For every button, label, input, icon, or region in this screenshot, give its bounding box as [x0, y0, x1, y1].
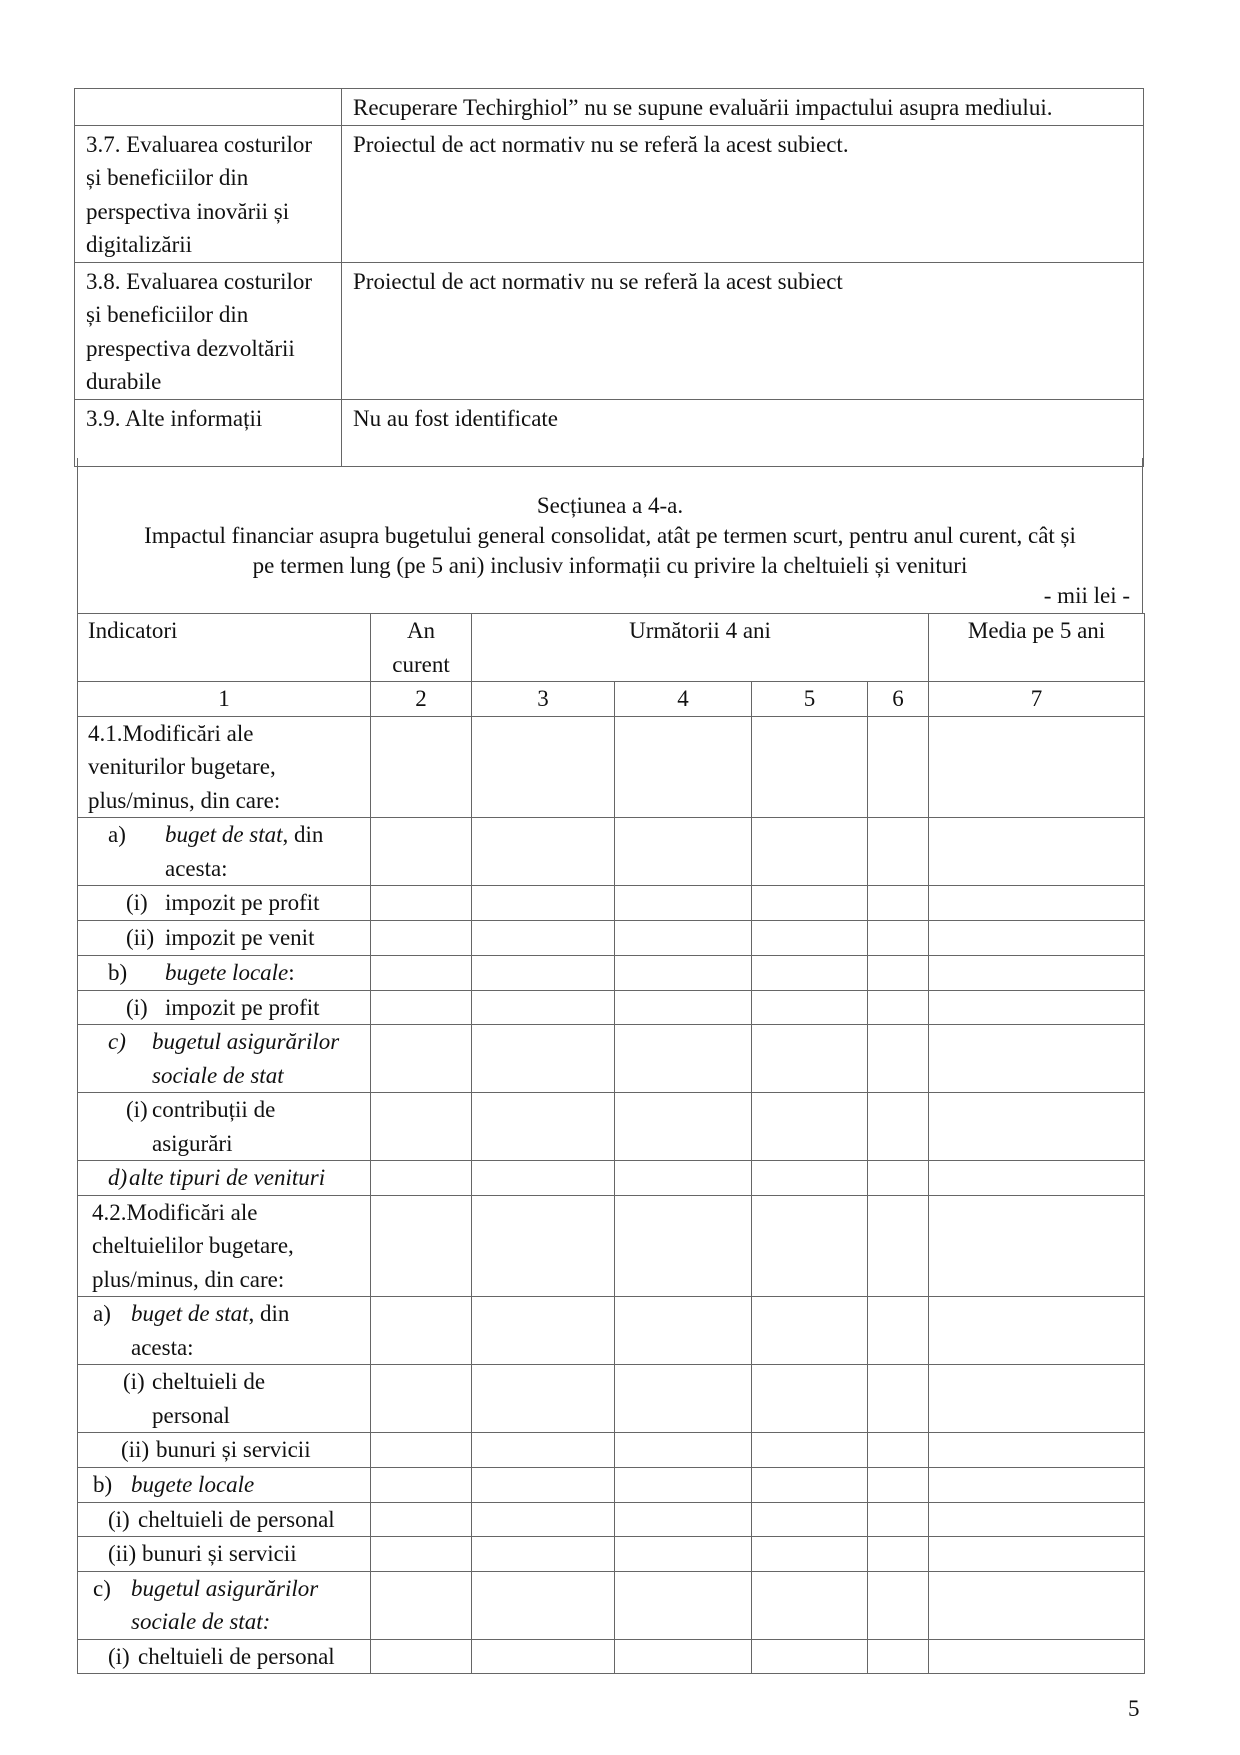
- value-cell: [752, 1502, 868, 1537]
- value-cell: [472, 1639, 615, 1674]
- value-cell: [371, 920, 472, 955]
- value-cell: [752, 1639, 868, 1674]
- value-cell: [868, 886, 929, 921]
- value-cell: [371, 1297, 472, 1365]
- unit-label: - mii lei -: [1043, 583, 1130, 608]
- value-cell: [371, 1537, 472, 1572]
- table-row: [78, 716, 1145, 818]
- table-row: [75, 262, 1144, 399]
- row-label: 3.8. Evaluarea costurilor și beneficiilor din prespectiva dezvoltării durabile: [75, 262, 342, 399]
- indicator-cell: [78, 716, 371, 818]
- indicator-text: impozit pe venit: [165, 924, 315, 950]
- indicator-cell: [78, 886, 371, 921]
- indicator-label: [78, 1468, 370, 1502]
- indicator-label: [78, 1025, 370, 1092]
- value-cell: [615, 955, 752, 990]
- value-cell: [929, 920, 1145, 955]
- value-cell: [752, 1093, 868, 1161]
- table-row: [78, 886, 1145, 921]
- value-cell: [752, 886, 868, 921]
- value-cell: [929, 1365, 1145, 1433]
- section-4-heading: [77, 458, 1143, 613]
- indicator-label: [78, 818, 370, 885]
- indicator-marker: (ii): [108, 1541, 137, 1566]
- indicator-cell: [78, 1502, 371, 1537]
- section-subtitle-line1: Impactul financiar asupra bugetului general consolidat, atât pe termen scurt, pentru anul curent, cât și: [144, 523, 1076, 548]
- value-cell: [752, 1297, 868, 1365]
- value-cell: [371, 1433, 472, 1468]
- value-cell: [615, 1537, 752, 1572]
- indicator-marker: a): [93, 1301, 111, 1326]
- value-cell: [752, 1365, 868, 1433]
- value-cell: [868, 1537, 929, 1572]
- indicator-label: [78, 717, 370, 818]
- value-cell: [472, 1195, 615, 1297]
- value-cell: [929, 1639, 1145, 1674]
- indicator-text-italic: buget de stat: [165, 822, 283, 847]
- value-cell: [472, 818, 615, 886]
- value-cell: [929, 1467, 1145, 1502]
- value-cell: [752, 818, 868, 886]
- row-value: Proiectul de act normativ nu se referă la acest subiect: [342, 262, 1144, 399]
- value-cell: [868, 920, 929, 955]
- indicator-marker: (i): [126, 890, 148, 915]
- value-cell: [868, 1433, 929, 1468]
- value-cell: [472, 920, 615, 955]
- table-row: [78, 1639, 1145, 1674]
- indicator-marker: b): [108, 959, 128, 985]
- table-row: [78, 1571, 1145, 1639]
- value-cell: [868, 1467, 929, 1502]
- indicator-label: [78, 1640, 370, 1674]
- indicator-cell: [78, 1537, 371, 1572]
- value-cell: [371, 1025, 472, 1093]
- indicator-label: [78, 1503, 370, 1537]
- value-cell: [615, 1433, 752, 1468]
- table-row: [78, 1297, 1145, 1365]
- indicator-label: [78, 956, 370, 990]
- table-row: [78, 955, 1145, 990]
- header-next-years: Următorii 4 ani: [472, 614, 929, 682]
- evaluation-table: [74, 88, 1144, 467]
- value-cell: [371, 818, 472, 886]
- value-cell: [929, 1297, 1145, 1365]
- indicator-cell: [78, 955, 371, 990]
- value-cell: [868, 955, 929, 990]
- header-average: Media pe 5 ani: [929, 614, 1145, 682]
- value-cell: [929, 1537, 1145, 1572]
- table-row: [78, 818, 1145, 886]
- indicator-text-italic: bugete locale: [131, 1471, 255, 1497]
- value-cell: [472, 1297, 615, 1365]
- row-label: 3.7. Evaluarea costurilor și beneficiilor din perspectiva inovării și digitalizării: [75, 125, 342, 262]
- indicator-marker: b): [93, 1471, 113, 1497]
- indicator-cell: [78, 1161, 371, 1196]
- value-cell: [868, 990, 929, 1025]
- indicator-label: [78, 921, 370, 955]
- value-cell: [615, 818, 752, 886]
- indicator-cell: [78, 1093, 371, 1161]
- value-cell: [472, 990, 615, 1025]
- value-cell: [615, 716, 752, 818]
- value-cell: [371, 1195, 472, 1297]
- value-cell: [752, 1195, 868, 1297]
- column-number: 1: [78, 682, 371, 717]
- column-number: 6: [868, 682, 929, 717]
- value-cell: [929, 1433, 1145, 1468]
- value-cell: [752, 1467, 868, 1502]
- indicator-text: :: [288, 959, 295, 985]
- value-cell: [472, 1537, 615, 1572]
- indicator-text-italic: alte tipuri de venituri: [129, 1165, 326, 1190]
- indicator-cell: [78, 1297, 371, 1365]
- indicator-label: [78, 886, 370, 920]
- table-row: [78, 1365, 1145, 1433]
- indicator-text: cheltuieli de personal: [152, 1369, 266, 1428]
- value-cell: [615, 1025, 752, 1093]
- section-subtitle-line2: pe termen lung (pe 5 ani) inclusiv informații cu privire la cheltuieli și venituri: [252, 553, 968, 578]
- value-cell: [752, 716, 868, 818]
- indicator-text: bunuri și servicii: [142, 1541, 297, 1566]
- value-cell: [615, 990, 752, 1025]
- continuation-text: Recuperare Techirghiol” nu se supune evaluării impactului asupra mediului.: [342, 89, 1144, 126]
- indicator-text-italic: buget de stat: [131, 1301, 249, 1326]
- value-cell: [868, 1365, 929, 1433]
- value-cell: [752, 1433, 868, 1468]
- value-cell: [929, 1025, 1145, 1093]
- header-indicators: Indicatori: [78, 614, 371, 682]
- indicator-marker: (ii): [121, 1437, 150, 1462]
- indicator-label: [78, 1572, 370, 1639]
- section-title: Secțiunea a 4-a.: [536, 493, 684, 518]
- indicator-text-italic: bugete locale: [165, 959, 289, 985]
- page-number: 5: [1128, 1696, 1140, 1721]
- value-cell: [868, 716, 929, 818]
- column-number: 4: [615, 682, 752, 717]
- value-cell: [371, 1093, 472, 1161]
- indicator-cell: [78, 1025, 371, 1093]
- value-cell: [868, 1639, 929, 1674]
- value-cell: [929, 990, 1145, 1025]
- value-cell: [868, 1571, 929, 1639]
- value-cell: [371, 1639, 472, 1674]
- indicator-label: [78, 1297, 370, 1364]
- table-row: [78, 1467, 1145, 1502]
- value-cell: [472, 1502, 615, 1537]
- indicator-marker: (i): [108, 1643, 130, 1669]
- value-cell: [615, 886, 752, 921]
- indicator-cell: [78, 1433, 371, 1468]
- value-cell: [472, 1433, 615, 1468]
- value-cell: [929, 1502, 1145, 1537]
- table-row: [75, 125, 1144, 262]
- indicator-text: , din acesta:: [131, 1301, 290, 1360]
- indicator-text: contribuții de asigurări: [152, 1097, 276, 1156]
- indicator-label: [78, 1537, 370, 1571]
- value-cell: [615, 1571, 752, 1639]
- value-cell: [752, 955, 868, 990]
- row-label: 3.9. Alte informații: [75, 399, 342, 466]
- row-value: Proiectul de act normativ nu se referă la acest subiect.: [342, 125, 1144, 262]
- value-cell: [615, 1639, 752, 1674]
- indicator-cell: [78, 1195, 371, 1297]
- value-cell: [371, 990, 472, 1025]
- value-cell: [929, 1571, 1145, 1639]
- value-cell: [472, 1365, 615, 1433]
- indicator-text: 4.2.Modificări ale cheltuielilor bugetare, plus/minus, din care:: [92, 1199, 294, 1292]
- header-current-year: An curent: [371, 614, 472, 682]
- indicator-marker: (i): [123, 1369, 145, 1394]
- table-row: [78, 1025, 1145, 1093]
- column-number: 7: [929, 682, 1145, 717]
- value-cell: [929, 818, 1145, 886]
- indicator-text-italic: bugetul asigurărilor sociale de stat: [152, 1029, 340, 1088]
- value-cell: [472, 716, 615, 818]
- column-number: 3: [472, 682, 615, 717]
- indicator-text: impozit pe profit: [165, 994, 320, 1020]
- indicator-text: impozit pe profit: [165, 890, 320, 915]
- indicator-text: cheltuieli de personal: [138, 1643, 335, 1669]
- indicator-cell: [78, 1467, 371, 1502]
- indicator-cell: [78, 920, 371, 955]
- indicator-text: 4.1.Modificări ale veniturilor bugetare, plus/minus, din care:: [88, 720, 281, 813]
- value-cell: [929, 1093, 1145, 1161]
- value-cell: [868, 1161, 929, 1196]
- table-row: [78, 920, 1145, 955]
- value-cell: [752, 1025, 868, 1093]
- column-number: 2: [371, 682, 472, 717]
- value-cell: [371, 1467, 472, 1502]
- header-row: [78, 614, 1145, 682]
- value-cell: [868, 1025, 929, 1093]
- indicator-marker: (ii): [126, 924, 155, 950]
- table-row: [78, 990, 1145, 1025]
- value-cell: [615, 1467, 752, 1502]
- indicator-label: [78, 1196, 370, 1297]
- value-cell: [868, 818, 929, 886]
- table-row: [75, 399, 1144, 466]
- indicator-cell: [78, 1571, 371, 1639]
- table-row: [75, 89, 1144, 126]
- value-cell: [472, 1161, 615, 1196]
- table-row: [78, 1502, 1145, 1537]
- indicator-text: bunuri și servicii: [156, 1437, 311, 1462]
- indicator-marker: c): [108, 1029, 126, 1054]
- indicator-label: [78, 1365, 370, 1432]
- indicator-marker: a): [108, 822, 126, 847]
- value-cell: [615, 1093, 752, 1161]
- value-cell: [752, 1571, 868, 1639]
- value-cell: [615, 1161, 752, 1196]
- indicator-label: [78, 991, 370, 1025]
- value-cell: [752, 1537, 868, 1572]
- indicator-cell: [78, 1639, 371, 1674]
- column-number: 5: [752, 682, 868, 717]
- table-row: [78, 1161, 1145, 1196]
- value-cell: [752, 1161, 868, 1196]
- value-cell: [929, 886, 1145, 921]
- indicator-text: , din acesta:: [165, 822, 324, 881]
- value-cell: [929, 716, 1145, 818]
- value-cell: [868, 1502, 929, 1537]
- table-row: [78, 1195, 1145, 1297]
- value-cell: [868, 1195, 929, 1297]
- value-cell: [615, 1502, 752, 1537]
- table-row: [78, 1093, 1145, 1161]
- value-cell: [371, 1502, 472, 1537]
- value-cell: [929, 955, 1145, 990]
- column-number-row: [78, 682, 1145, 717]
- value-cell: [929, 1161, 1145, 1196]
- value-cell: [615, 920, 752, 955]
- value-cell: [868, 1093, 929, 1161]
- value-cell: [371, 1161, 472, 1196]
- indicator-marker: (i): [108, 1506, 130, 1532]
- indicator-marker: c): [93, 1575, 111, 1601]
- indicator-label: [78, 1161, 370, 1195]
- value-cell: [472, 886, 615, 921]
- value-cell: [615, 1297, 752, 1365]
- value-cell: [472, 1025, 615, 1093]
- row-value: Nu au fost identificate: [342, 399, 1144, 466]
- value-cell: [472, 1093, 615, 1161]
- indicator-marker: (i): [126, 1097, 148, 1122]
- value-cell: [472, 1571, 615, 1639]
- indicator-text: cheltuieli de personal: [138, 1506, 335, 1532]
- indicator-cell: [78, 818, 371, 886]
- value-cell: [615, 1365, 752, 1433]
- value-cell: [929, 1195, 1145, 1297]
- value-cell: [472, 1467, 615, 1502]
- financial-impact-table: [77, 613, 1145, 1674]
- indicator-label: [78, 1093, 370, 1160]
- value-cell: [371, 955, 472, 990]
- value-cell: [752, 990, 868, 1025]
- indicator-cell: [78, 990, 371, 1025]
- value-cell: [371, 886, 472, 921]
- value-cell: [615, 1195, 752, 1297]
- indicator-cell: [78, 1365, 371, 1433]
- table-row: [78, 1537, 1145, 1572]
- indicator-text-italic: bugetul asigurărilor sociale de stat:: [131, 1575, 319, 1634]
- indicator-marker: d): [108, 1165, 128, 1190]
- value-cell: [472, 955, 615, 990]
- value-cell: [868, 1297, 929, 1365]
- value-cell: [371, 1365, 472, 1433]
- indicator-label: [78, 1433, 370, 1467]
- table-row: [78, 1433, 1145, 1468]
- empty-cell: [75, 89, 342, 126]
- indicator-marker: (i): [126, 994, 148, 1020]
- value-cell: [752, 920, 868, 955]
- value-cell: [371, 1571, 472, 1639]
- value-cell: [371, 716, 472, 818]
